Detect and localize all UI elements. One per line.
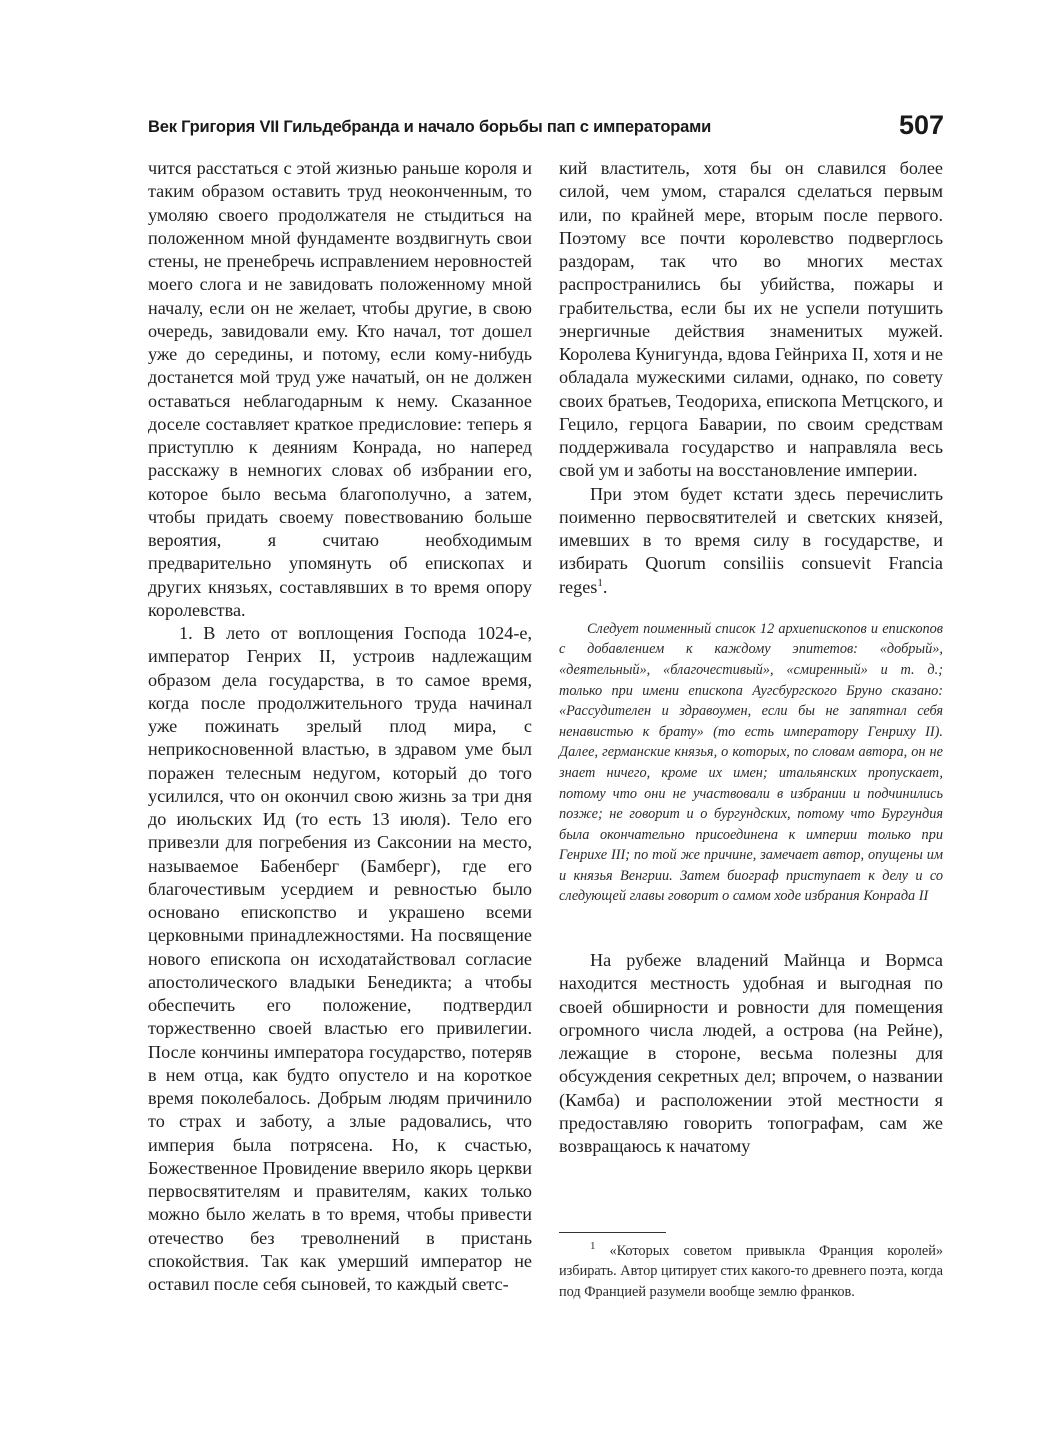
editorial-note: [559, 619, 943, 907]
footnote-reference: 1: [597, 576, 603, 589]
page-number: 507: [898, 110, 944, 140]
right-column: [559, 157, 943, 1158]
left-column: [148, 157, 532, 1296]
paragraph-continuation-right: кий властитель, хотя бы он славился более силой, чем умом, старался сделаться первым или, по крайней мере, вторым после первого. Поэтому все почти королевство подверглось раздорам, так что во многих местах распространились бы убийства, пожары и грабительства, если бы их не успели потушить энергичные действия знаменитых мужей. Королева Кунигунда, вдова Гейнриха II, хотя и не обладала мужескими силами, однако, по совету своих братьев, Теодориха, епископа Метцского, и Гецило, герцога Баварии, по своим средствам поддерживала государство и направляла весь свой ум и заботы на восстановление империи.: [559, 158, 943, 481]
editorial-note-text: Следует поименный список 12 архиепископов и епископов с добавлением к каждому эпитетов: «добрый», «деятельный», «благочестивый», «смиренный» и т. д.; только при имени епископа Аугсбургского Бруно сказано: «Рассудителен и здравоумен, если бы не запятнал себя ненавистью к брату» (то есть императору Генриху II). Далее, германские князья, о которых, по словам автора, он не знает ничего, кроме их имен; итальянских пропускает, потому что они не участвовали в избрании и подчинились позже; не говорит и о бургундских, потому что Бургундия была окончательно присоединена к империи только при Генрихе III; по той же причине, замечает автор, опущены им и князья Венгрии. Затем биограф приступает к делу и со следующей главы говорит о самом ходе избрания Конрада II: [559, 620, 943, 905]
paragraph-continuation: чится расстаться с этой жизнью раньше короля и таким образом оставить труд неоконченным, то умоляю своего продолжателя не стыдиться на положенном мной фундаменте воздвигнуть свои стены, не пренебречь исправлением неровностей моего слога и не завидовать положенному мной началу, если он не желает, чтобы другие, в свою очередь, завидовали ему. Кто начал, тот дошел уже до середины, и потому, если кому-нибудь достанется мой труд уже начатый, он не должен оставаться неблагодарным к нему. Сказанное доселе составляет краткое предисловие: теперь я приступлю к деяниям Конрада, но наперед расскажу в немногих словах об избрании его, которое было весьма благополучно, а затем, чтобы придать своему повествованию больше вероятия, я считаю необходимым предварительно упомянуть об епископах и других князьях, составлявших в то время опору королевства.: [148, 158, 532, 620]
paragraph-enumeration: При этом будет кстати здесь перечислить поименно первосвятителей и светских князей, имевших в то время силу в государстве, и избирать Quorum consiliis consuevit Francia reges$^1$.: [559, 483, 943, 597]
running-header-title: Век Григория VII Гильдебранда и начало борьбы пап с императорами: [148, 118, 712, 136]
footnote-marker: 1: [590, 1240, 596, 1253]
footnote-divider: [559, 1232, 666, 1233]
paragraph-section-1: 1. В лето от воплощения Господа 1024-е, император Генрих II, устроив надлежащим образом дела государства, в то самое время, когда после продолжительного труда начинал уже пожинать зрелый плод мира, с неприкосновенной властью, в здравом уме был поражен телесным недугом, который до того усилился, что он окончил свою жизнь за три дня до июльских Ид (то есть 13 июля). Тело его привезли для погребения из Саксонии на место, называемое Бабенберг (Бамберг), где его благочестивым усердием и ревностью было основано епископство и украшено всеми церковными принадлежностями. На посвящение нового епископа он исходатайствовал согласие апостолического владыки Бенедикта; а чтобы обеспечить его положение, подтвердил торжественно своей властью его привилегии. После кончины императора государство, потеряв в нем отца, как будто опустело и на короткое время поколебалось. Добрым людям причинило то страх и заботу, а злые радовались, что империя была потрясена. Но, к счастью, Божественное Провидение вверило якорь церкви первосвятителям и правителям, каких только можно было желать в то время, чтобы привести отечество без треволнений в пристань спокойствия. Так как умерший император не оставил после себя сыновей, то каждый светс-: [148, 623, 532, 1294]
footnote-text: «Которых советом привыкла Франция королей» избирать. Автор цитирует стих какого-то древнего поэта, когда под Францией разумели вообще землю франков.: [559, 1243, 943, 1300]
footnote-paragraph: [559, 1241, 943, 1302]
paragraph-closing: На рубеже владений Майнца и Вормса находится местность удобная и выгодная по своей обширности и ровности для помещения огромного числа людей, а острова (на Рейне), лежащие в стороне, весьма полезны для обсуждения секретных дел; впрочем, о названии (Камба) и расположении этой местности я предоставляю говорить топографам, сам же возвращаюсь к начатому: [559, 950, 943, 1157]
paragraph-enumeration-text: При этом будет кстати здесь перечислить поименно первосвятителей и светских князей, имевших в то время силу в государстве, и избирать Quorum consiliis consuevit Francia reges: [559, 483, 943, 597]
footnote: [559, 1241, 943, 1302]
